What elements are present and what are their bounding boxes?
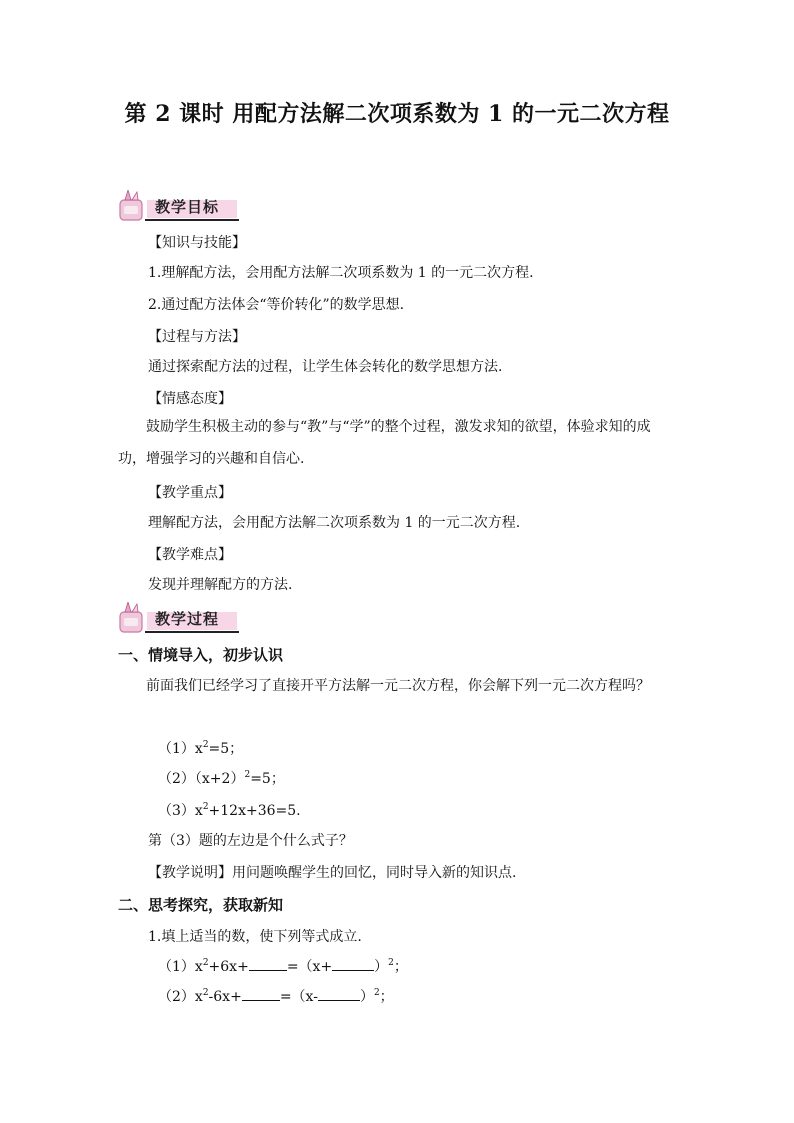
fill-blank-1: $(1)x^2+6x+ =(x+ )^2$； bbox=[158, 958, 408, 975]
knowledge-heading: 【知识与技能】 bbox=[148, 235, 246, 251]
answer-blank[interactable] bbox=[242, 986, 280, 1001]
method-text: 通过探索配方法的过程，让学生体会转化的数学思想方法. bbox=[148, 359, 503, 375]
knowledge-item-1: 1.理解配方法，会用配方法解二次项系数为 1 的一元二次方程. bbox=[148, 265, 534, 281]
answer-blank[interactable] bbox=[249, 956, 287, 971]
section1-note: 【教学说明】用问题唤醒学生的回忆，同时导入新的知识点. bbox=[148, 865, 517, 881]
objectives-banner-label: 教学目标 bbox=[155, 198, 220, 216]
section1-question: 第（3）题的左边是个什么式子？ bbox=[148, 833, 353, 849]
process-banner bbox=[117, 602, 241, 636]
emotion-text: 鼓励学生积极主动的参与“教”与“学”的整个过程，激发求知的欲望，体验求知的成功，增强学习的兴趣和自信心. bbox=[118, 419, 651, 467]
equation-3: $(3)x^2+12x+36=5$. bbox=[158, 802, 301, 819]
section1-heading: 一、情境导入，初步认识 bbox=[118, 646, 284, 664]
page-title: 第 2 课时 用配方法解二次项系数为 1 的一元二次方程 bbox=[124, 101, 670, 127]
objectives-banner bbox=[117, 190, 241, 224]
knowledge-item-2: 2.通过配方法体会“等价转化”的数学思想. bbox=[148, 297, 405, 313]
equation-2: $(2)(x+2)^2=5$； bbox=[158, 770, 285, 787]
answer-blank[interactable] bbox=[318, 986, 360, 1001]
difficulty-heading: 【教学难点】 bbox=[148, 547, 232, 563]
equation-1: $(1)x^2=5$； bbox=[158, 740, 244, 757]
process-banner-label: 教学过程 bbox=[155, 610, 220, 628]
section2-task: 1.填上适当的数，使下列等式成立. bbox=[148, 929, 362, 945]
key-heading: 【教学重点】 bbox=[148, 485, 232, 501]
answer-blank[interactable] bbox=[332, 956, 374, 971]
key-text: 理解配方法，会用配方法解二次项系数为 1 的一元二次方程. bbox=[148, 515, 521, 531]
section2-heading: 二、思考探究，获取新知 bbox=[118, 896, 284, 914]
section1-intro: 前面我们已经学习了直接开平方法解一元二次方程，你会解下列一元二次方程吗？ bbox=[146, 678, 650, 694]
method-heading: 【过程与方法】 bbox=[148, 329, 246, 345]
emotion-heading: 【情感态度】 bbox=[148, 391, 232, 407]
difficulty-text: 发现并理解配方的方法. bbox=[148, 577, 293, 593]
fill-blank-2: $(2)x^2-6x+ =(x-$ ）$^2$； bbox=[158, 988, 394, 1005]
